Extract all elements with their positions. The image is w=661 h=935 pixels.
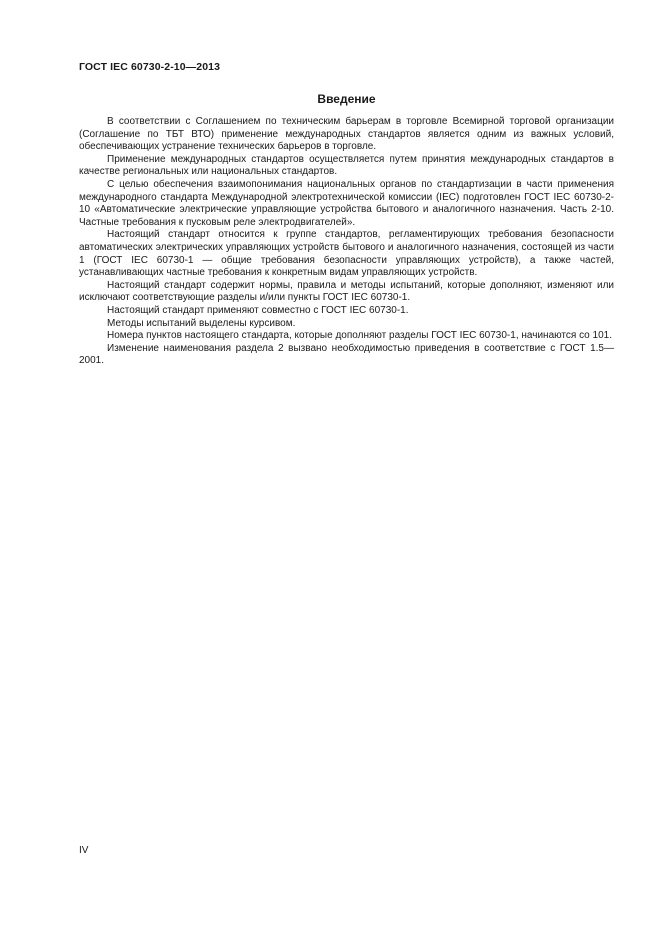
paragraph-test-methods-italic: Методы испытаний выделены курсивом. — [107, 317, 296, 329]
paragraph-mutual-understanding: С целью обеспечения взаимопонимания национальных органов по стандартизации в части применения международного стандарта Международной электротехнической комиссии (IEC) подготовлен ГОСТ IEC 60730-2-10 «Автоматические электрические управляющие устройства бытового и аналогичного назначения. Часть 2-10. Частные требования к пусковым реле электродвигателей». — [79, 178, 614, 228]
document-code-header: ГОСТ IEC 60730-2-10—2013 — [79, 61, 221, 73]
paragraph-standard-group: Настоящий стандарт относится к группе стандартов, регламентирующих требования безопасности автоматических электрических управляющих устройств бытового и аналогичного назначения, состоящей из части 1 (ГОСТ IEC 60730-1 — общие требования безопасности управляющих устройств), а также частей, устанавливающих частные требования к конкретным видам управляющих устройств. — [79, 229, 614, 279]
paragraph-international-standards: Применение международных стандартов осуществляется путем принятия международных стандартов в качестве региональных или национальных стандартов. — [79, 153, 614, 178]
introduction-body — [79, 116, 614, 368]
section-title: Введение — [317, 92, 376, 106]
paragraph-clause-numbering: Номера пунктов настоящего стандарта, которые дополняют разделы ГОСТ IEC 60730-1, начинаются со 101. — [107, 330, 612, 342]
paragraph-wto-agreement: В соответствии с Соглашением по техническим барьерам в торговле Всемирной торговой организации (Соглашение по ТБТ ВТО) применение международных стандартов является одним из важных условий, обеспечивающих устранение технических барьеров в торговле. — [79, 116, 614, 153]
page-number: IV — [79, 845, 89, 856]
paragraph-norms-and-methods: Настоящий стандарт содержит нормы, правила и методы испытаний, которые дополняют, изменяют или исключают соответствующие разделы и/или пункты ГОСТ IEC 60730-1. — [79, 279, 614, 304]
paragraph-applied-together: Настоящий стандарт применяют совместно с ГОСТ IEC 60730-1. — [107, 304, 409, 316]
paragraph-section-rename: Изменение наименования раздела 2 вызвано необходимостью приведения в соответствие с ГОСТ 1.5—2001. — [79, 342, 614, 367]
